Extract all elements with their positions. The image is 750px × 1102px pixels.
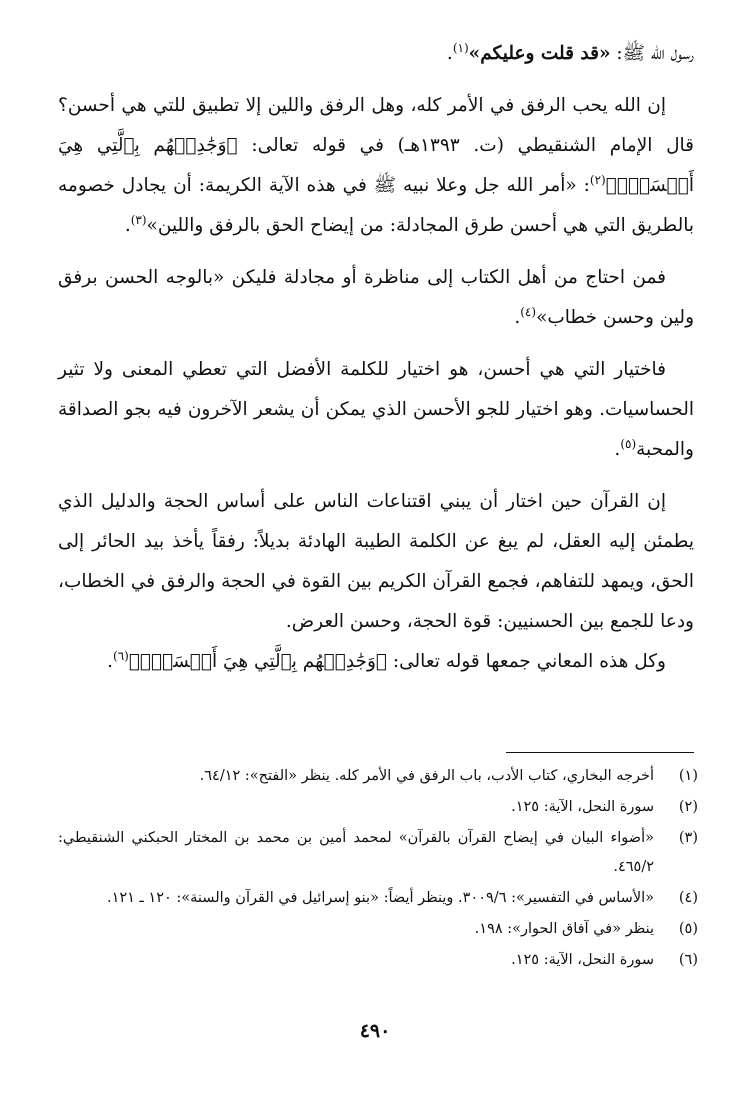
paragraph-text: فمن احتاج من أهل الكتاب إلى مناظرة أو مجادلة فليكن «بالوجه الحسن برفق ولين وحسن خطاب» [58, 267, 694, 328]
paragraph-text: رسول الله ﷺ: [610, 43, 694, 64]
punctuation: . [446, 43, 453, 64]
footnote-number: (٦) [678, 952, 698, 968]
footnote-ref-1[interactable]: (١) [452, 40, 469, 55]
page-number: ٤٩٠ [359, 1020, 391, 1042]
footnotes-list [58, 762, 698, 977]
footnote-item [58, 824, 698, 882]
footnote-ref-4[interactable]: (٤) [520, 304, 537, 319]
paragraph-people-of-book [58, 258, 694, 338]
paragraph-continuation [58, 34, 694, 74]
paragraph-text: إن القرآن حين اختار أن يبني اقتناعات الناس على أساس الحجة والدليل الذي يطمئن إليه العقل، لم يبغ عن الكلمة الطيبة الهادئة بديلاً: رفقاً يأخذ بيد الحائر إلى الحق، ويمهد للتفاهم، فجمع القرآن الكريم بين القوة في الحجة والرفق في الخطاب، ودعا للجمع بين الحسنيين: قوة الحجة، وحسن العرض. [58, 491, 694, 632]
hadith-quote: «قد قلت وعليكم» [468, 43, 611, 64]
footnote-item [58, 946, 698, 975]
footnote-text: سورة النحل، الآية: ١٢٥. [511, 952, 654, 968]
footnote-separator [506, 752, 694, 753]
paragraph-text: : «أمر الله جل وعلا نبيه ﷺ في هذه الآية الكريمة: أن يجادل خصومه بالطريق التي هي أحسن طرق المجادلة: من إيضاح الحق بالرفق واللين» [58, 175, 694, 236]
punctuation: . [124, 215, 131, 236]
footnote-text: أخرجه البخاري، كتاب الأدب، باب الرفق في الأمر كله. ينظر «الفتح»: ٦٤/١٢. [199, 768, 654, 784]
footnote-number: (٢) [678, 799, 698, 815]
footnote-ref-5[interactable]: (٥) [620, 436, 637, 451]
paragraph-text: إن الله يحب الرفق في الأمر كله، وهل الرفق واللين إلا تطبيق للتي هي أحسن؟ قال الإمام الشنقيطي (ت. ١٣٩٣هـ) في قوله تعالى: [58, 95, 694, 156]
footnote-item [58, 793, 698, 822]
paragraph-shinqiti [58, 86, 694, 246]
paragraph-text: فاختيار التي هي أحسن، هو اختيار للكلمة الأفضل التي تعطي المعنى ولا تثير الحساسيات. وهو اختيار للجو الأحسن الذي يمكن أن يشعر الآخرون فيه بجو الصداقة والمحبة [58, 359, 694, 460]
punctuation: . [107, 651, 113, 672]
footnote-number: (٤) [678, 890, 698, 906]
paragraph-text: وكل هذه المعاني جمعها قوله تعالى: [387, 651, 666, 672]
footnote-number: (١) [678, 768, 698, 784]
paragraph-best-choice [58, 350, 694, 470]
footnote-text: سورة النحل، الآية: ١٢٥. [511, 799, 654, 815]
punctuation: . [514, 307, 521, 328]
footnote-text: «أضواء البيان في إيضاح القرآن بالقرآن» لمحمد أمين بن محمد بن المختار الحبكني الشنقيطي: ٤٦٥/٢. [58, 830, 654, 875]
paragraph-quran-argument [58, 482, 694, 642]
main-text [58, 34, 694, 682]
footnote-number: (٥) [678, 921, 698, 937]
footnote-text: ينظر «في آفاق الحوار»: ١٩٨. [474, 921, 654, 937]
quran-verse: ﴿وَجَٰدِلۡهُم بِٱلَّتِي هِيَ أَحۡسَنُۚ﴾ [58, 135, 694, 196]
paragraph-conclusion [58, 642, 694, 682]
footnote-item [58, 762, 698, 791]
footnote-ref-3[interactable]: (٣) [130, 212, 147, 227]
footnote-number: (٣) [678, 830, 698, 846]
footnote-ref-2[interactable]: (٢) [589, 172, 606, 187]
footnote-ref-6[interactable]: (٦) [113, 648, 129, 663]
footnote-item [58, 884, 698, 913]
footnote-text: «الأساس في التفسير»: ٣٠٠٩/٦. وينظر أيضاً: «بنو إسرائيل في القرآن والسنة»: ١٢٠ ـ ١٢١. [106, 890, 654, 906]
footnote-item [58, 915, 698, 944]
punctuation: . [614, 439, 621, 460]
quran-verse: ﴿وَجَٰدِلۡهُم بِٱلَّتِي هِيَ أَحۡسَنُۚ﴾ [128, 651, 388, 672]
